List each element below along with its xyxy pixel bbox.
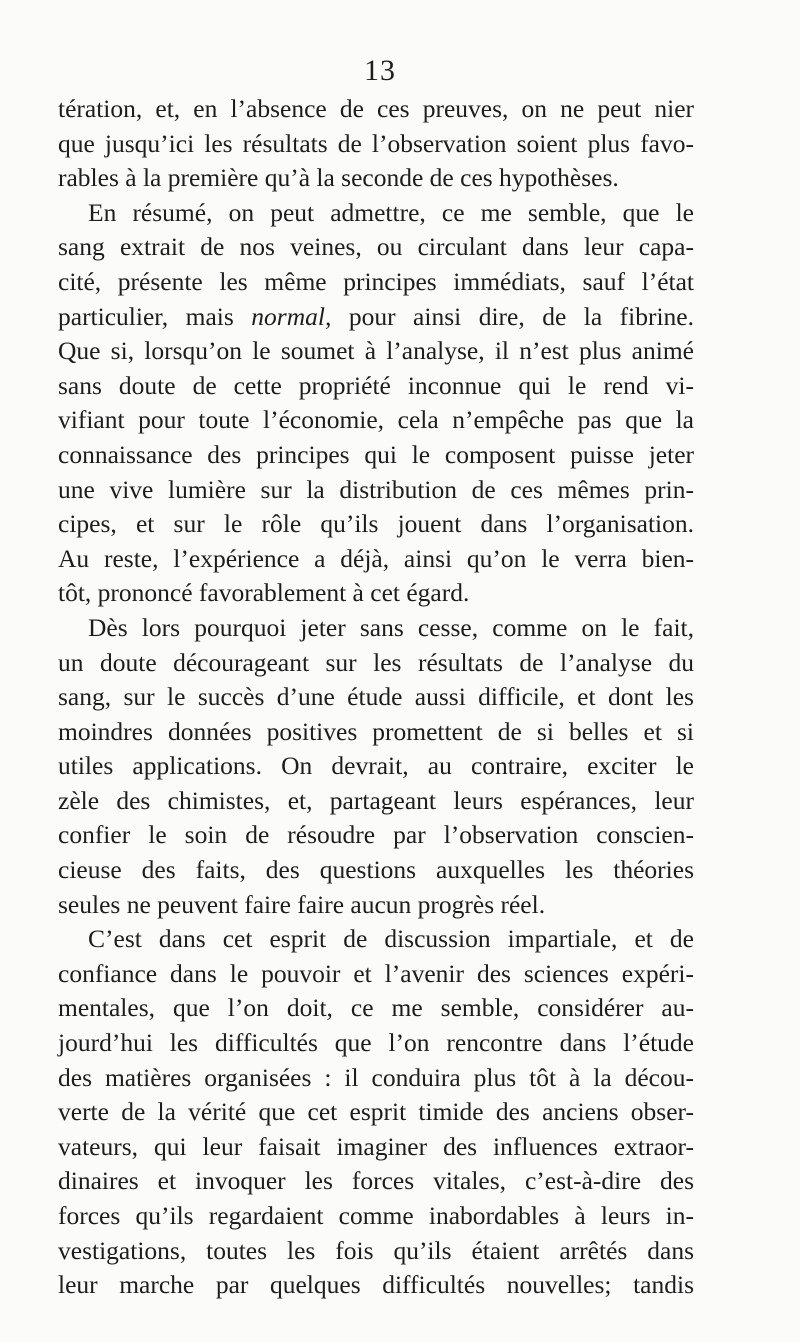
text-line: zèle des chimistes, et, partageant leurs espérances, leur bbox=[58, 785, 694, 815]
text-line: cieuse des faits, des questions auxquelles les théories bbox=[58, 855, 694, 885]
text-line: Que si, lorsqu’on le soumet à l’analyse, il n’est plus animé bbox=[58, 336, 694, 366]
text-line: des matières organisées : il conduira plus tôt à la décou- bbox=[58, 1062, 694, 1092]
text-line: jourd’hui les difficultés que l’on rencontre dans l’étude bbox=[58, 1028, 694, 1058]
text-line: confier le soin de résoudre par l’observation conscien- bbox=[58, 820, 694, 850]
text-line: vestigations, toutes les fois qu’ils étaient arrêtés dans bbox=[58, 1235, 694, 1265]
text-line: connaissance des principes qui le composent puisse jeter bbox=[58, 439, 694, 469]
text-line: leur marche par quelques difficultés nouvelles; tandis bbox=[58, 1270, 694, 1300]
text-line: cipes, et sur le rôle qu’ils jouent dans l’organisation. bbox=[58, 509, 694, 539]
text-line: forces qu’ils regardaient comme inabordables à leurs in- bbox=[58, 1201, 694, 1230]
text-line: En résumé, on peut admettre, ce me semble, que le bbox=[88, 197, 694, 227]
text-line-with-italic: particulier, mais normal, pour ainsi dire, de la fibrine. bbox=[58, 301, 694, 331]
text-line: mentales, que l’on doit, ce me semble, considérer au- bbox=[58, 993, 694, 1023]
text-line: vateurs, qui leur faisait imaginer des influences extraor- bbox=[58, 1131, 694, 1161]
text-line: seules ne peuvent faire faire aucun progrès réel. bbox=[58, 889, 546, 919]
text-line: tôt, prononcé favorablement à cet égard. bbox=[58, 578, 470, 608]
text-line: que jusqu’ici les résultats de l’observation soient plus favo- bbox=[58, 128, 694, 158]
paragraph bbox=[58, 922, 694, 1303]
text-line: Au reste, l’expérience a déjà, ainsi qu’on le verra bien- bbox=[58, 543, 694, 573]
page-number: 13 bbox=[364, 54, 396, 87]
text-line: cité, présente les même principes immédiats, sauf l’état bbox=[58, 266, 694, 296]
text-line: vifiant pour toute l’économie, cela n’empêche pas que la bbox=[58, 405, 694, 435]
text-line: un doute décourageant sur les résultats de l’analyse du bbox=[58, 647, 694, 677]
paragraph bbox=[58, 92, 694, 196]
text-line: sang extrait de nos veines, ou circulant dans leur capa- bbox=[58, 232, 694, 262]
text-line: rables à la première qu’à la seconde de ces hypothèses. bbox=[58, 163, 619, 193]
text-line: verte de la vérité que cet esprit timide des anciens obser- bbox=[58, 1097, 694, 1127]
paragraph bbox=[58, 196, 694, 611]
text-line: sans doute de cette propriété inconnue qui le rend vi- bbox=[58, 370, 694, 400]
text-line: dinaires et invoquer les forces vitales, c’est-à-dire des bbox=[58, 1166, 694, 1196]
body-text bbox=[58, 92, 694, 1303]
text-line: sang, sur le succès d’une étude aussi difficile, et dont les bbox=[58, 682, 694, 712]
text-line: confiance dans le pouvoir et l’avenir des sciences expéri- bbox=[58, 958, 694, 988]
text-line: tération, et, en l’absence de ces preuves, on ne peut nier bbox=[58, 94, 694, 123]
paragraph bbox=[58, 611, 694, 922]
text-line: Dès lors pourquoi jeter sans cesse, comme on le fait, bbox=[88, 612, 694, 642]
text-line: C’est dans cet esprit de discussion impartiale, et de bbox=[88, 924, 694, 954]
text-line: une vive lumière sur la distribution de ces mêmes prin- bbox=[58, 474, 694, 504]
text-line: utiles applications. On devrait, au contraire, exciter le bbox=[58, 751, 694, 781]
text-line: moindres données positives promettent de si belles et si bbox=[58, 716, 694, 746]
